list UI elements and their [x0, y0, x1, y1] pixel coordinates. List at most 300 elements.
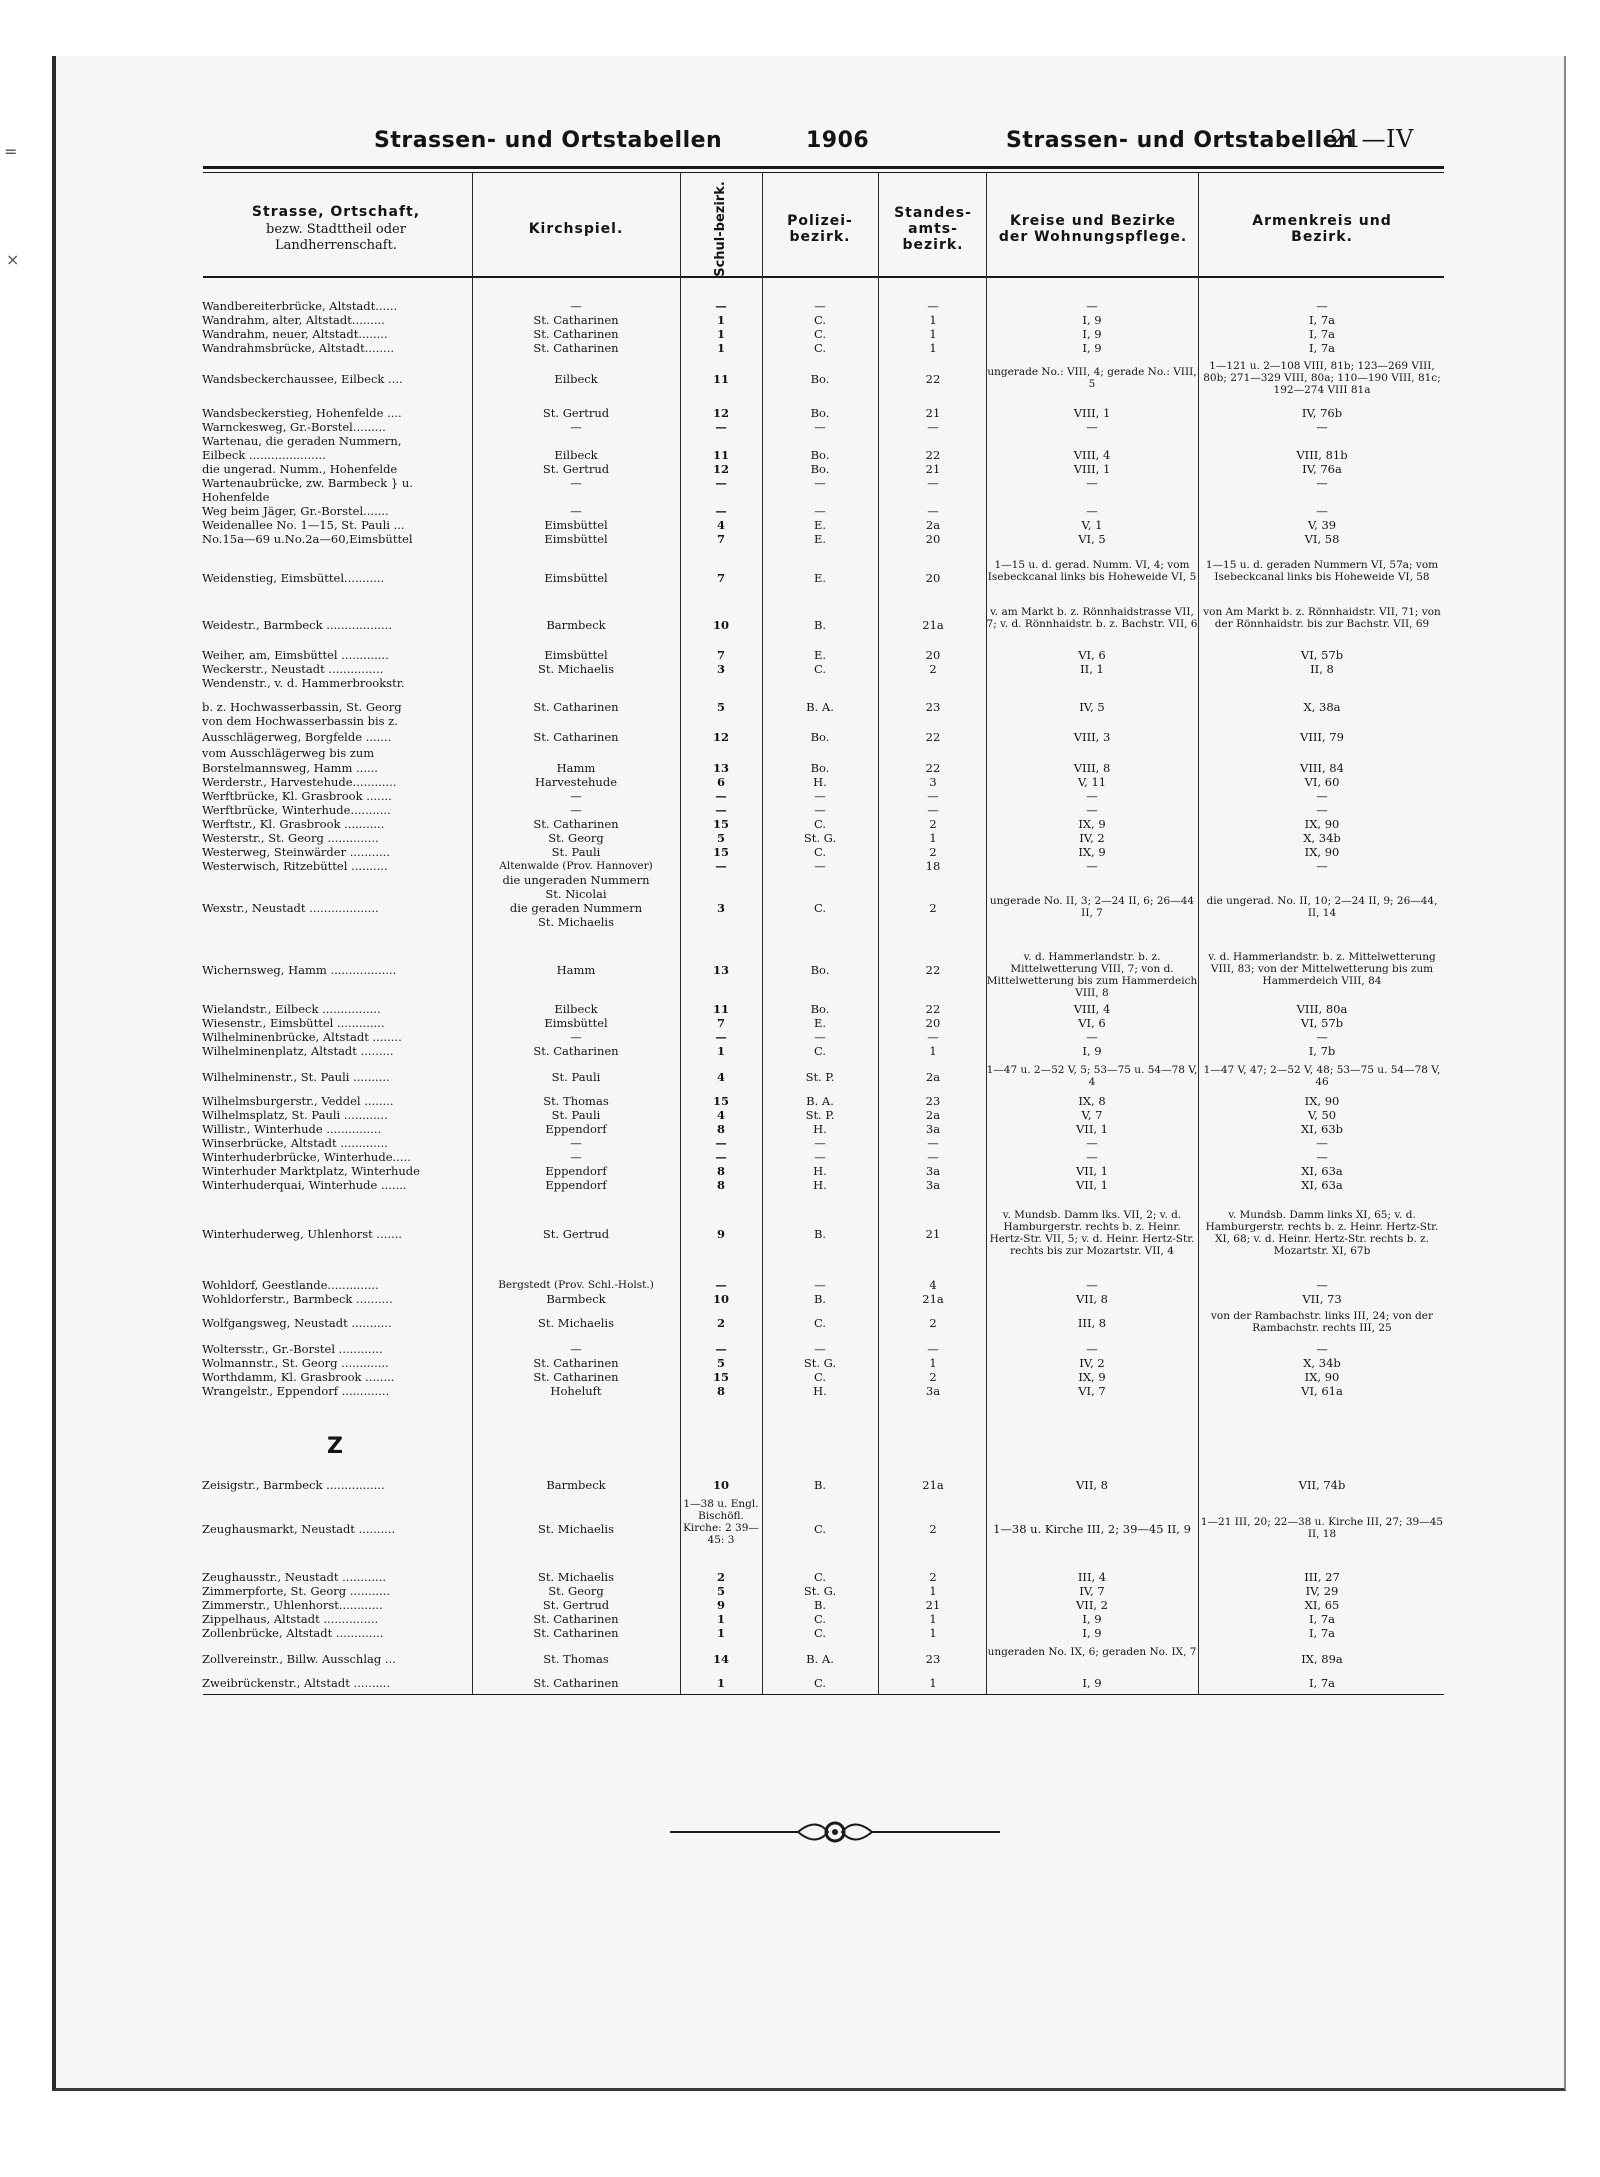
- street-name: Wilhelminenbrücke, Altstadt ........: [202, 1030, 402, 1044]
- housing-district: VII, 1: [1075, 1122, 1109, 1136]
- street-name: Weiher, am, Eimsbüttel .............: [202, 648, 389, 662]
- street-name: Wartenau, die geraden Nummern,: [202, 434, 402, 448]
- school-district: 15: [712, 1370, 729, 1384]
- column-divider: [878, 172, 879, 1694]
- parish: —: [570, 1150, 582, 1164]
- parish: St. Michaelis: [537, 662, 615, 676]
- registry-district: 2: [929, 662, 937, 676]
- parish: Harvestehude: [535, 775, 617, 789]
- registry-district: —: [927, 1030, 939, 1044]
- street-name: Wiesenstr., Eimsbüttel .............: [202, 1016, 385, 1030]
- poor-relief-district: VI, 58: [1304, 532, 1340, 546]
- school-district: 1: [716, 313, 725, 327]
- bottom-rule: [203, 1694, 1444, 1695]
- registry-district: 3a: [925, 1164, 941, 1178]
- school-district: 1—38 u. Engl. Bischöfl. Kirche: 2 39—45: 3: [683, 1498, 759, 1546]
- school-district: 1: [716, 1612, 725, 1626]
- parish: —: [570, 299, 582, 313]
- registry-district: 1: [929, 313, 937, 327]
- street-name: Weg beim Jäger, Gr.-Borstel.......: [202, 504, 389, 518]
- housing-district: I, 9: [1082, 341, 1102, 355]
- column-divider: [1198, 172, 1199, 1694]
- parish: St. Michaelis: [537, 915, 615, 929]
- school-district: —: [715, 1278, 727, 1292]
- street-name: Wexstr., Neustadt ...................: [202, 901, 379, 915]
- poor-relief-district: I, 7a: [1308, 327, 1336, 341]
- poor-relief-district: VIII, 80a: [1296, 1002, 1348, 1016]
- poor-relief-district: —: [1316, 803, 1328, 817]
- poor-relief-district: I, 7a: [1308, 1676, 1336, 1690]
- parish: die geraden Nummern: [509, 901, 643, 915]
- street-name: Zollenbrücke, Altstadt .............: [202, 1626, 384, 1640]
- running-title-left: Strassen- und Ortstabellen: [374, 128, 723, 153]
- poor-relief-district: X, 34b: [1303, 1356, 1341, 1370]
- registry-district: 20: [925, 571, 941, 585]
- police-district: B.: [813, 618, 827, 632]
- poor-relief-district: —: [1316, 789, 1328, 803]
- parish: St. Catharinen: [533, 1356, 619, 1370]
- housing-district: —: [1086, 803, 1098, 817]
- registry-district: 2: [929, 1570, 937, 1584]
- registry-district: 2a: [925, 1108, 941, 1122]
- housing-district: 1—15 u. d. gerad. Numm. VI, 4; vom Isebeckcanal links bis Hoheweide VI, 5: [987, 559, 1197, 583]
- registry-district: 4: [929, 1278, 937, 1292]
- street-name: Westerwisch, Ritzebüttel ..........: [202, 859, 388, 873]
- poor-relief-district: v. d. Hammerlandstr. b. z. Mittelwetterung VIII, 83; von der Mittelwetterung bis zum Hammerdeich VIII, 84: [1208, 951, 1436, 987]
- street-name: b. z. Hochwasserbassin, St. Georg: [202, 700, 402, 714]
- street-name: Wandbereiterbrücke, Altstadt......: [202, 299, 398, 313]
- school-district: —: [715, 476, 727, 490]
- poor-relief-district: —: [1316, 504, 1328, 518]
- parish: —: [570, 504, 582, 518]
- police-district: Bo.: [810, 448, 830, 462]
- police-district: Bo.: [810, 963, 830, 977]
- poor-relief-district: —: [1316, 420, 1328, 434]
- housing-district: V, 11: [1077, 775, 1107, 789]
- police-district: —: [814, 1150, 826, 1164]
- street-name: Zeisigstr., Barmbeck ................: [202, 1478, 385, 1492]
- poor-relief-district: XI, 63b: [1300, 1122, 1344, 1136]
- school-district: 8: [716, 1122, 725, 1136]
- registry-district: 22: [925, 1002, 941, 1016]
- parish: —: [570, 420, 582, 434]
- housing-district: VIII, 4: [1073, 448, 1111, 462]
- school-district: —: [715, 299, 727, 313]
- parish: St. Gertrud: [542, 406, 610, 420]
- school-district: 6: [716, 775, 725, 789]
- police-district: E.: [813, 648, 827, 662]
- parish: St. Catharinen: [533, 817, 619, 831]
- housing-district: —: [1086, 476, 1098, 490]
- parish: St. Pauli: [551, 1070, 601, 1084]
- poor-relief-district: IX, 90: [1304, 1094, 1340, 1108]
- school-district: —: [715, 789, 727, 803]
- parish: Barmbeck: [546, 1478, 606, 1492]
- housing-district: I, 9: [1082, 1676, 1102, 1690]
- police-district: St. P.: [805, 1108, 835, 1122]
- registry-district: 22: [925, 730, 941, 744]
- school-district: 1: [716, 341, 725, 355]
- parish: die ungeraden Nummern: [502, 873, 650, 887]
- housing-district: VI, 6: [1078, 648, 1106, 662]
- housing-district: —: [1086, 504, 1098, 518]
- street-name: Wandrahm, neuer, Altstadt........: [202, 327, 388, 341]
- school-district: 7: [716, 1016, 725, 1030]
- registry-district: —: [927, 420, 939, 434]
- housing-district: VIII, 3: [1073, 730, 1111, 744]
- poor-relief-district: —: [1316, 299, 1328, 313]
- poor-relief-district: X, 34b: [1303, 831, 1341, 845]
- registry-district: 2: [929, 817, 937, 831]
- police-district: E.: [813, 571, 827, 585]
- housing-district: I, 9: [1082, 1044, 1102, 1058]
- registry-district: 23: [925, 1652, 941, 1666]
- police-district: —: [814, 476, 826, 490]
- police-district: C.: [813, 1570, 827, 1584]
- parish: St. Gertrud: [542, 462, 610, 476]
- street-name: Winterhuderquai, Winterhude .......: [202, 1178, 407, 1192]
- registry-district: 2: [929, 1316, 937, 1330]
- street-name: Zimmerstr., Uhlenhorst............: [202, 1598, 383, 1612]
- poor-relief-district: V, 39: [1307, 518, 1337, 532]
- police-district: Bo.: [810, 761, 830, 775]
- police-district: St. G.: [803, 1584, 837, 1598]
- street-name: Westerweg, Steinwärder ...........: [202, 845, 390, 859]
- poor-relief-district: I, 7a: [1308, 1626, 1336, 1640]
- school-district: 13: [712, 963, 729, 977]
- registry-district: —: [927, 789, 939, 803]
- street-name: Eilbeck .....................: [202, 448, 326, 462]
- police-district: C.: [813, 1626, 827, 1640]
- parish: St. Georg: [548, 1584, 604, 1598]
- parish: St. Gertrud: [542, 1598, 610, 1612]
- parish: St. Catharinen: [533, 1044, 619, 1058]
- registry-district: 1: [929, 1626, 937, 1640]
- poor-relief-district: v. Mundsb. Damm links XI, 65; v. d. Hamburgerstr. rechts b. z. Heinr. Hertz-Str. XI, 68; v. d. Heinr. Hertz-Str. rechts b. z. Mozartstr. XI, 67b: [1205, 1209, 1439, 1257]
- ornament-icon: [670, 1818, 1000, 1846]
- police-district: C.: [813, 901, 827, 915]
- registry-district: 22: [925, 761, 941, 775]
- poor-relief-district: von der Rambachstr. links III, 24; von der Rambachstr. rechts III, 25: [1210, 1310, 1433, 1334]
- housing-district: VII, 2: [1075, 1598, 1109, 1612]
- police-district: E.: [813, 518, 827, 532]
- street-name: Winserbrücke, Altstadt .............: [202, 1136, 388, 1150]
- margin-mark: ×: [6, 250, 20, 269]
- column-divider: [762, 172, 763, 1694]
- school-district: 1: [716, 327, 725, 341]
- street-name: Wendenstr., v. d. Hammerbrookstr.: [202, 676, 405, 690]
- school-district: 2: [716, 1316, 725, 1330]
- school-district: 8: [716, 1164, 725, 1178]
- poor-relief-district: VI, 57b: [1300, 648, 1344, 662]
- parish: St. Catharinen: [533, 1676, 619, 1690]
- parish: Eilbeck: [554, 1002, 598, 1016]
- poor-relief-district: IV, 76a: [1302, 462, 1342, 476]
- registry-district: —: [927, 1342, 939, 1356]
- street-name: Zimmerpforte, St. Georg ...........: [202, 1584, 391, 1598]
- poor-relief-district: —: [1316, 1030, 1328, 1044]
- housing-district: v. Mundsb. Damm lks. VII, 2; v. d. Hamburgerstr. rechts b. z. Heinr. Hertz-Str. VII, 5; v. d. Heinr. Hertz-Str. rechts bis zur Mozartstr. VII, 4: [989, 1209, 1195, 1257]
- school-district: 5: [716, 1584, 725, 1598]
- school-district: 1: [716, 1676, 725, 1690]
- street-name: Weckerstr., Neustadt ...............: [202, 662, 384, 676]
- police-district: C.: [813, 817, 827, 831]
- registry-district: 2: [929, 1522, 937, 1536]
- school-district: 3: [716, 662, 725, 676]
- street-name: Werftstr., Kl. Grasbrook ...........: [202, 817, 385, 831]
- column-divider: [472, 172, 473, 1694]
- street-name: Warnckesweg, Gr.-Borstel.........: [202, 420, 386, 434]
- registry-district: 22: [925, 963, 941, 977]
- police-district: —: [814, 789, 826, 803]
- column-header-schulbezirk: Schul-bezirk.: [713, 181, 729, 277]
- poor-relief-district: XI, 65: [1304, 1598, 1340, 1612]
- school-district: —: [715, 420, 727, 434]
- street-name: Wilhelminenstr., St. Pauli ..........: [202, 1070, 390, 1084]
- top-rule: [203, 166, 1444, 169]
- school-district: 8: [716, 1384, 725, 1398]
- poor-relief-district: —: [1316, 1136, 1328, 1150]
- street-name: Wohldorf, Geestlande..............: [202, 1278, 379, 1292]
- housing-district: I, 9: [1082, 327, 1102, 341]
- police-district: H.: [813, 775, 827, 789]
- housing-district: ungerade No.: VIII, 4; gerade No.: VIII, 5: [987, 366, 1197, 390]
- school-district: 5: [716, 831, 725, 845]
- registry-district: —: [927, 504, 939, 518]
- street-name: Wolfgangsweg, Neustadt ...........: [202, 1316, 392, 1330]
- registry-district: 3a: [925, 1122, 941, 1136]
- column-header-armenkreis: Armenkreis und Bezirk.: [1252, 213, 1392, 245]
- parish: St. Gertrud: [542, 1227, 610, 1241]
- parish: —: [570, 803, 582, 817]
- margin-mark: =: [4, 142, 18, 161]
- housing-district: —: [1086, 1278, 1098, 1292]
- parish: St. Georg: [548, 831, 604, 845]
- registry-district: 21a: [922, 618, 944, 632]
- street-name: Woltersstr., Gr.-Borstel ............: [202, 1342, 383, 1356]
- registry-district: 18: [925, 859, 941, 873]
- street-name: Wolmannstr., St. Georg .............: [202, 1356, 389, 1370]
- street-name: Zollvereinstr., Billw. Ausschlag ...: [202, 1652, 396, 1666]
- registry-district: —: [927, 476, 939, 490]
- parish: Hamm: [556, 963, 596, 977]
- street-name: Winterhuder Marktplatz, Winterhude: [202, 1164, 420, 1178]
- housing-district: V, 1: [1081, 518, 1103, 532]
- housing-district: II, 1: [1080, 662, 1104, 676]
- police-district: —: [814, 420, 826, 434]
- poor-relief-district: —: [1316, 1342, 1328, 1356]
- street-name: Wielandstr., Eilbeck ................: [202, 1002, 381, 1016]
- registry-district: 2a: [925, 518, 941, 532]
- street-name: Zweibrückenstr., Altstadt ..........: [202, 1676, 391, 1690]
- poor-relief-district: III, 27: [1304, 1570, 1340, 1584]
- parish: St. Catharinen: [533, 313, 619, 327]
- street-name: Werderstr., Harvestehude............: [202, 775, 397, 789]
- housing-district: v. d. Hammerlandstr. b. z. Mittelwetterung VIII, 7; von d. Mittelwetterung bis zum Hammerdeich VIII, 8: [986, 951, 1198, 999]
- school-district: 10: [712, 1478, 729, 1492]
- housing-district: IX, 9: [1078, 817, 1106, 831]
- registry-district: 1: [929, 1584, 937, 1598]
- street-name: vom Ausschlägerweg bis zum: [202, 746, 375, 760]
- parish: Eimsbüttel: [544, 571, 608, 585]
- street-name: Wandrahmsbrücke, Altstadt........: [202, 341, 395, 355]
- parish: St. Thomas: [543, 1652, 609, 1666]
- police-district: C.: [813, 1316, 827, 1330]
- police-district: H.: [813, 1164, 827, 1178]
- poor-relief-district: VII, 74b: [1298, 1478, 1346, 1492]
- street-name: Wilhelmsburgerstr., Veddel ........: [202, 1094, 394, 1108]
- street-name: Wartenaubrücke, zw. Barmbeck } u. Hohenfelde: [202, 476, 413, 504]
- registry-district: 2: [929, 1370, 937, 1384]
- street-name: Winterhuderweg, Uhlenhorst .......: [202, 1227, 403, 1241]
- poor-relief-district: IV, 76b: [1301, 406, 1343, 420]
- street-name: Willistr., Winterhude ...............: [202, 1122, 382, 1136]
- police-district: B.: [813, 1598, 827, 1612]
- street-name: Wohldorferstr., Barmbeck ..........: [202, 1292, 393, 1306]
- registry-district: 21: [925, 1598, 941, 1612]
- parish: St. Catharinen: [533, 327, 619, 341]
- housing-district: 1—47 u. 2—52 V, 5; 53—75 u. 54—78 V, 4: [986, 1064, 1198, 1088]
- housing-district: IX, 9: [1078, 845, 1106, 859]
- poor-relief-district: IV, 29: [1305, 1584, 1339, 1598]
- police-district: —: [814, 1342, 826, 1356]
- parish: Eimsbüttel: [544, 532, 608, 546]
- registry-district: 21: [925, 406, 941, 420]
- poor-relief-district: I, 7a: [1308, 1612, 1336, 1626]
- column-header-wohnungspflege: Kreise und Bezirke der Wohnungspflege.: [998, 213, 1188, 245]
- top-rule-thin: [203, 172, 1444, 173]
- parish: St. Catharinen: [533, 1612, 619, 1626]
- header-rule: [203, 276, 1444, 278]
- street-name: Wichernsweg, Hamm ..................: [202, 963, 397, 977]
- parish: Barmbeck: [546, 1292, 606, 1306]
- poor-relief-district: VI, 57b: [1300, 1016, 1344, 1030]
- poor-relief-district: XI, 63a: [1301, 1164, 1343, 1178]
- parish: St. Michaelis: [537, 1316, 615, 1330]
- registry-district: 20: [925, 648, 941, 662]
- street-name: Zeughausstr., Neustadt ............: [202, 1570, 387, 1584]
- poor-relief-district: VIII, 84: [1300, 761, 1344, 775]
- housing-district: —: [1086, 299, 1098, 313]
- police-district: —: [814, 1136, 826, 1150]
- school-district: 10: [712, 618, 729, 632]
- housing-district: VI, 6: [1078, 1016, 1106, 1030]
- poor-relief-district: 1—21 III, 20; 22—38 u. Kirche III, 27; 39—45 II, 18: [1200, 1516, 1444, 1540]
- parish: Eimsbüttel: [544, 1016, 608, 1030]
- police-district: —: [814, 504, 826, 518]
- police-district: C.: [813, 662, 827, 676]
- school-district: 10: [712, 1292, 729, 1306]
- school-district: 11: [712, 372, 729, 386]
- housing-district: III, 4: [1077, 1570, 1107, 1584]
- police-district: C.: [813, 341, 827, 355]
- parish: St. Michaelis: [537, 1522, 615, 1536]
- registry-district: 1: [929, 1676, 937, 1690]
- police-district: C.: [813, 1612, 827, 1626]
- housing-district: —: [1086, 420, 1098, 434]
- housing-district: VIII, 1: [1073, 462, 1111, 476]
- registry-district: 22: [925, 372, 941, 386]
- police-district: —: [814, 1030, 826, 1044]
- housing-district: VIII, 1: [1073, 406, 1111, 420]
- column-header-strasse: Strasse, Ortschaft, bezw. Stadttheil oder Landherrenschaft.: [251, 204, 421, 253]
- poor-relief-district: IX, 90: [1304, 845, 1340, 859]
- housing-district: I, 9: [1082, 1612, 1102, 1626]
- poor-relief-district: 1—47 V, 47; 2—52 V, 48; 53—75 u. 54—78 V, 46: [1203, 1064, 1441, 1088]
- school-district: 12: [712, 730, 729, 744]
- parish: Eilbeck: [554, 372, 598, 386]
- police-district: Bo.: [810, 462, 830, 476]
- school-district: 15: [712, 1094, 729, 1108]
- housing-district: V, 7: [1081, 1108, 1103, 1122]
- housing-district: ungerade No. II, 3; 2—24 II, 6; 26—44 II, 7: [989, 895, 1195, 919]
- poor-relief-district: —: [1316, 476, 1328, 490]
- police-district: Bo.: [810, 1002, 830, 1016]
- registry-district: 1: [929, 341, 937, 355]
- parish: —: [570, 1030, 582, 1044]
- registry-district: 1: [929, 327, 937, 341]
- street-name: Wilhelminenplatz, Altstadt .........: [202, 1044, 394, 1058]
- parish: —: [570, 476, 582, 490]
- parish: St. Nicolai: [545, 887, 607, 901]
- parish: Altenwalde (Prov. Hannover): [499, 860, 653, 872]
- police-district: E.: [813, 532, 827, 546]
- street-name: Ausschlägerweg, Borgfelde .......: [202, 730, 392, 744]
- poor-relief-district: —: [1316, 859, 1328, 873]
- housing-district: I, 9: [1082, 1626, 1102, 1640]
- housing-district: IX, 8: [1078, 1094, 1106, 1108]
- housing-district: VII, 1: [1075, 1164, 1109, 1178]
- registry-district: 1: [929, 831, 937, 845]
- school-district: 1: [716, 1626, 725, 1640]
- housing-district: VII, 8: [1075, 1478, 1109, 1492]
- school-district: 7: [716, 532, 725, 546]
- registry-district: 1: [929, 1612, 937, 1626]
- poor-relief-district: 1—15 u. d. geraden Nummern VI, 57a; vom Isebeckcanal links bis Hoheweide VI, 58: [1205, 559, 1439, 583]
- parish: Eppendorf: [545, 1164, 607, 1178]
- registry-district: 20: [925, 532, 941, 546]
- school-district: 8: [716, 1178, 725, 1192]
- street-name: Wandrahm, alter, Altstadt.........: [202, 313, 385, 327]
- police-district: C.: [813, 1370, 827, 1384]
- school-district: 5: [716, 1356, 725, 1370]
- street-name: Borstelmannsweg, Hamm ......: [202, 761, 378, 775]
- street-name: Winterhuderbrücke, Winterhude.....: [202, 1150, 411, 1164]
- street-name: Zippelhaus, Altstadt ...............: [202, 1612, 379, 1626]
- housing-district: IV, 2: [1079, 1356, 1105, 1370]
- poor-relief-district: II, 8: [1310, 662, 1334, 676]
- housing-district: —: [1086, 1136, 1098, 1150]
- police-district: B.: [813, 1292, 827, 1306]
- police-district: —: [814, 803, 826, 817]
- street-name: Wandsbeckerchaussee, Eilbeck ....: [202, 372, 403, 386]
- housing-district: —: [1086, 1342, 1098, 1356]
- poor-relief-district: —: [1316, 1150, 1328, 1164]
- police-district: B. A.: [806, 1094, 834, 1108]
- school-district: —: [715, 504, 727, 518]
- registry-district: 1: [929, 1356, 937, 1370]
- police-district: —: [814, 1278, 826, 1292]
- school-district: 1: [716, 1044, 725, 1058]
- parish: St. Catharinen: [533, 1626, 619, 1640]
- housing-district: v. am Markt b. z. Rönnhaidstrasse VII, 7; v. d. Rönnhaidstr. b. z. Bachstr. VII, 6: [986, 606, 1198, 630]
- housing-district: IV, 7: [1079, 1584, 1105, 1598]
- housing-district: IX, 9: [1078, 1370, 1106, 1384]
- registry-district: 21a: [922, 1292, 944, 1306]
- housing-district: —: [1086, 789, 1098, 803]
- parish: St. Thomas: [543, 1094, 609, 1108]
- police-district: Bo.: [810, 372, 830, 386]
